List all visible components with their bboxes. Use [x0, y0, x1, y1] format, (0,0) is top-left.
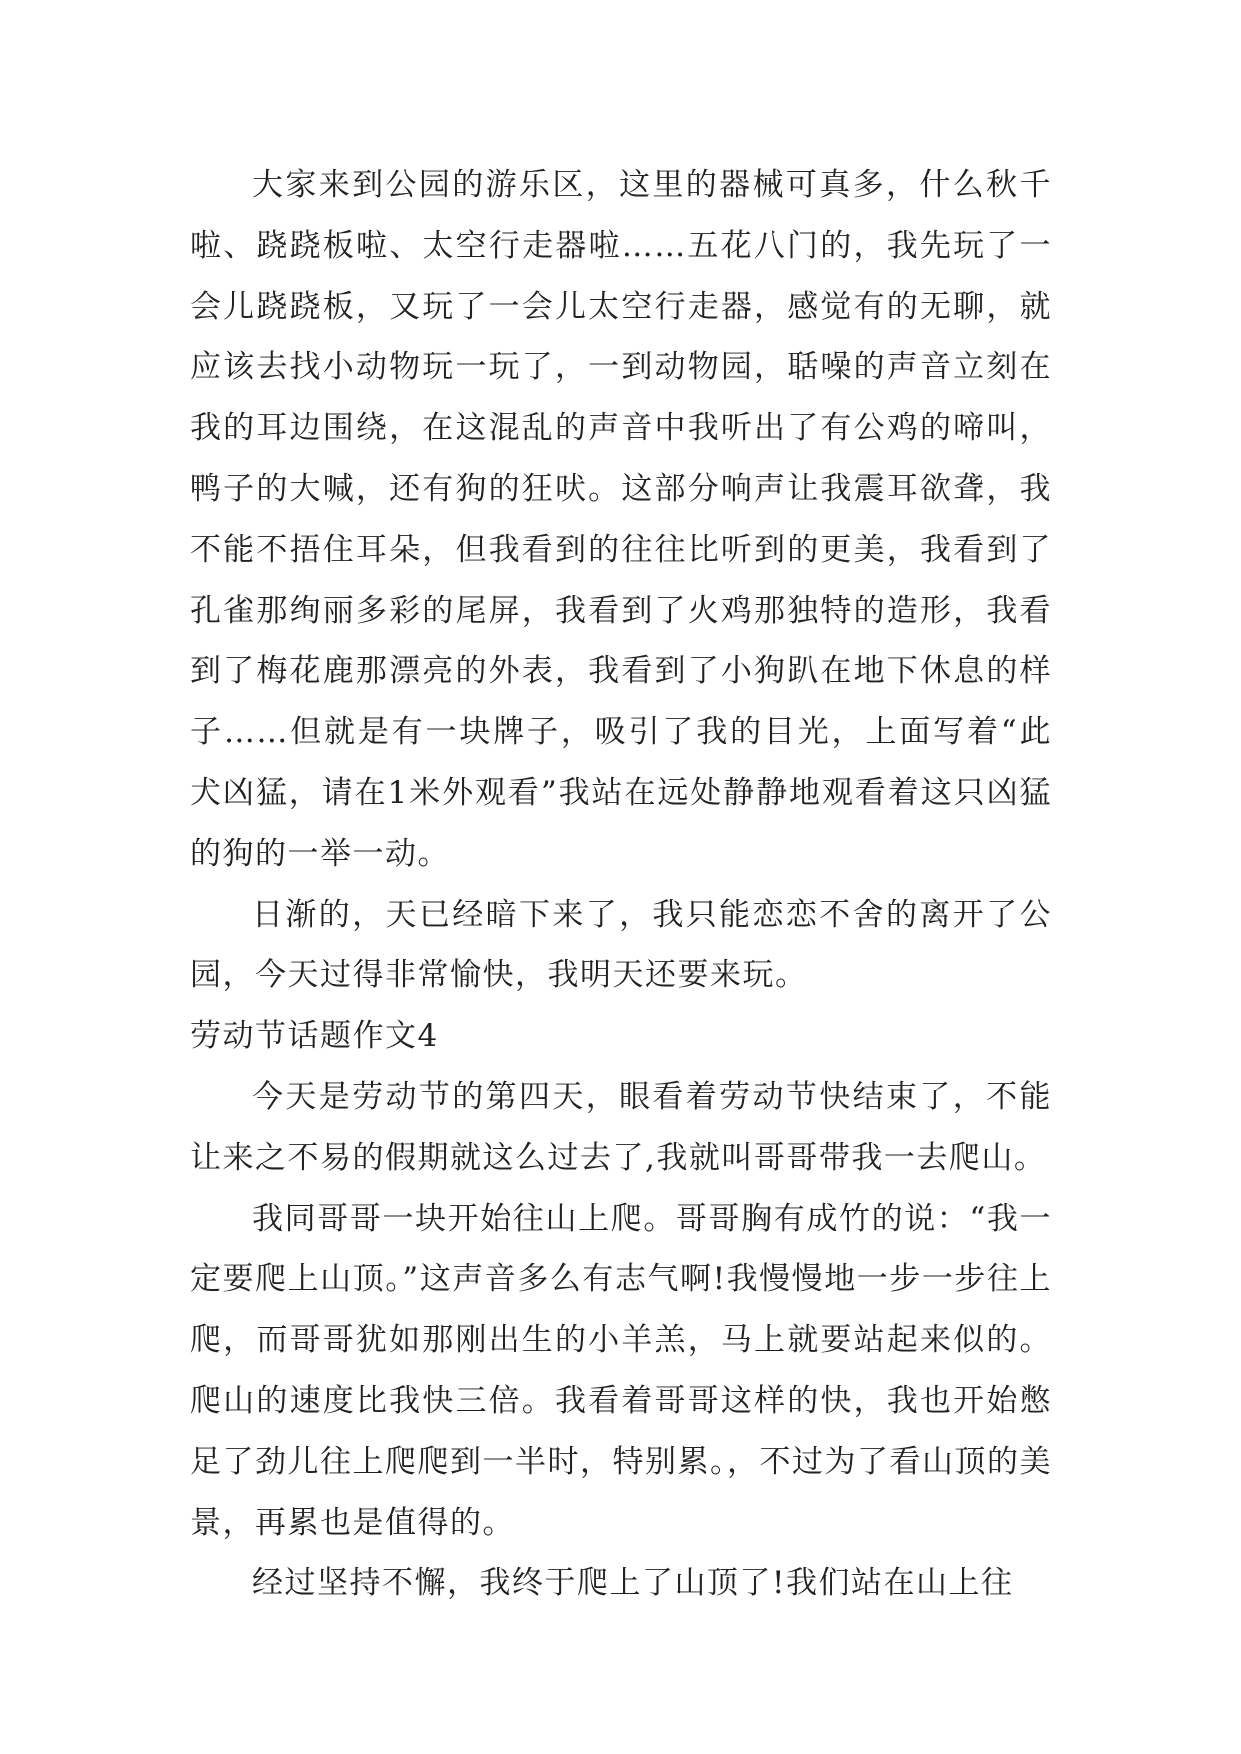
document-page — [190, 155, 1052, 1614]
essay-heading: 劳动节话题作文4 — [190, 1018, 439, 1055]
paragraph-fourth-day: 今天是劳动节的第四天，眼看着劳动节快结束了，不能让来之不易的假期就这么过去了,我就叫哥哥带我一去爬山。 — [190, 1078, 1052, 1176]
paragraph-climbing: 我同哥哥一块开始往山上爬。哥哥胸有成竹的说：“我一定要爬上山顶。”这声音多么有志气啊!我慢慢地一步一步往上爬，而哥哥犹如那刚出生的小羊羔，马上就要站起来似的。爬山的速度比我快三倍。我看着哥哥这样的快，我也开始憋足了劲儿往上爬爬到一半时，特别累。，不过为了看山顶的美景，再累也是值得的。 — [190, 1200, 1052, 1541]
paragraph-playground: 大家来到公园的游乐区，这里的器械可真多，什么秋千啦、跷跷板啦、太空行走器啦……五花八门的，我先玩了一会儿跷跷板，又玩了一会儿太空行走器，感觉有的无聊，就应该去找小动物玩一玩了，一到动物园，聒噪的声音立刻在我的耳边围绕，在这混乱的声音中我听出了有公鸡的啼叫，鸭子的大喊，还有狗的狂吠。这部分响声让我震耳欲聋，我不能不捂住耳朵，但我看到的往往比听到的更美，我看到了孔雀那绚丽多彩的尾屏，我看到了火鸡那独特的造形，我看到了梅花鹿那漂亮的外表，我看到了小狗趴在地下休息的样子……但就是有一块牌子，吸引了我的目光，上面写着“此犬凶猛，请在1米外观看”我站在远处静静地观看着这只凶猛的狗的一举一动。 — [190, 167, 1052, 872]
paragraph-evening: 日渐的，天已经暗下来了，我只能恋恋不舍的离开了公园，今天过得非常愉快，我明天还要来玩。 — [190, 896, 1052, 994]
paragraph-summit: 经过坚持不懈，我终于爬上了山顶了!我们站在山上往 — [252, 1565, 1014, 1602]
